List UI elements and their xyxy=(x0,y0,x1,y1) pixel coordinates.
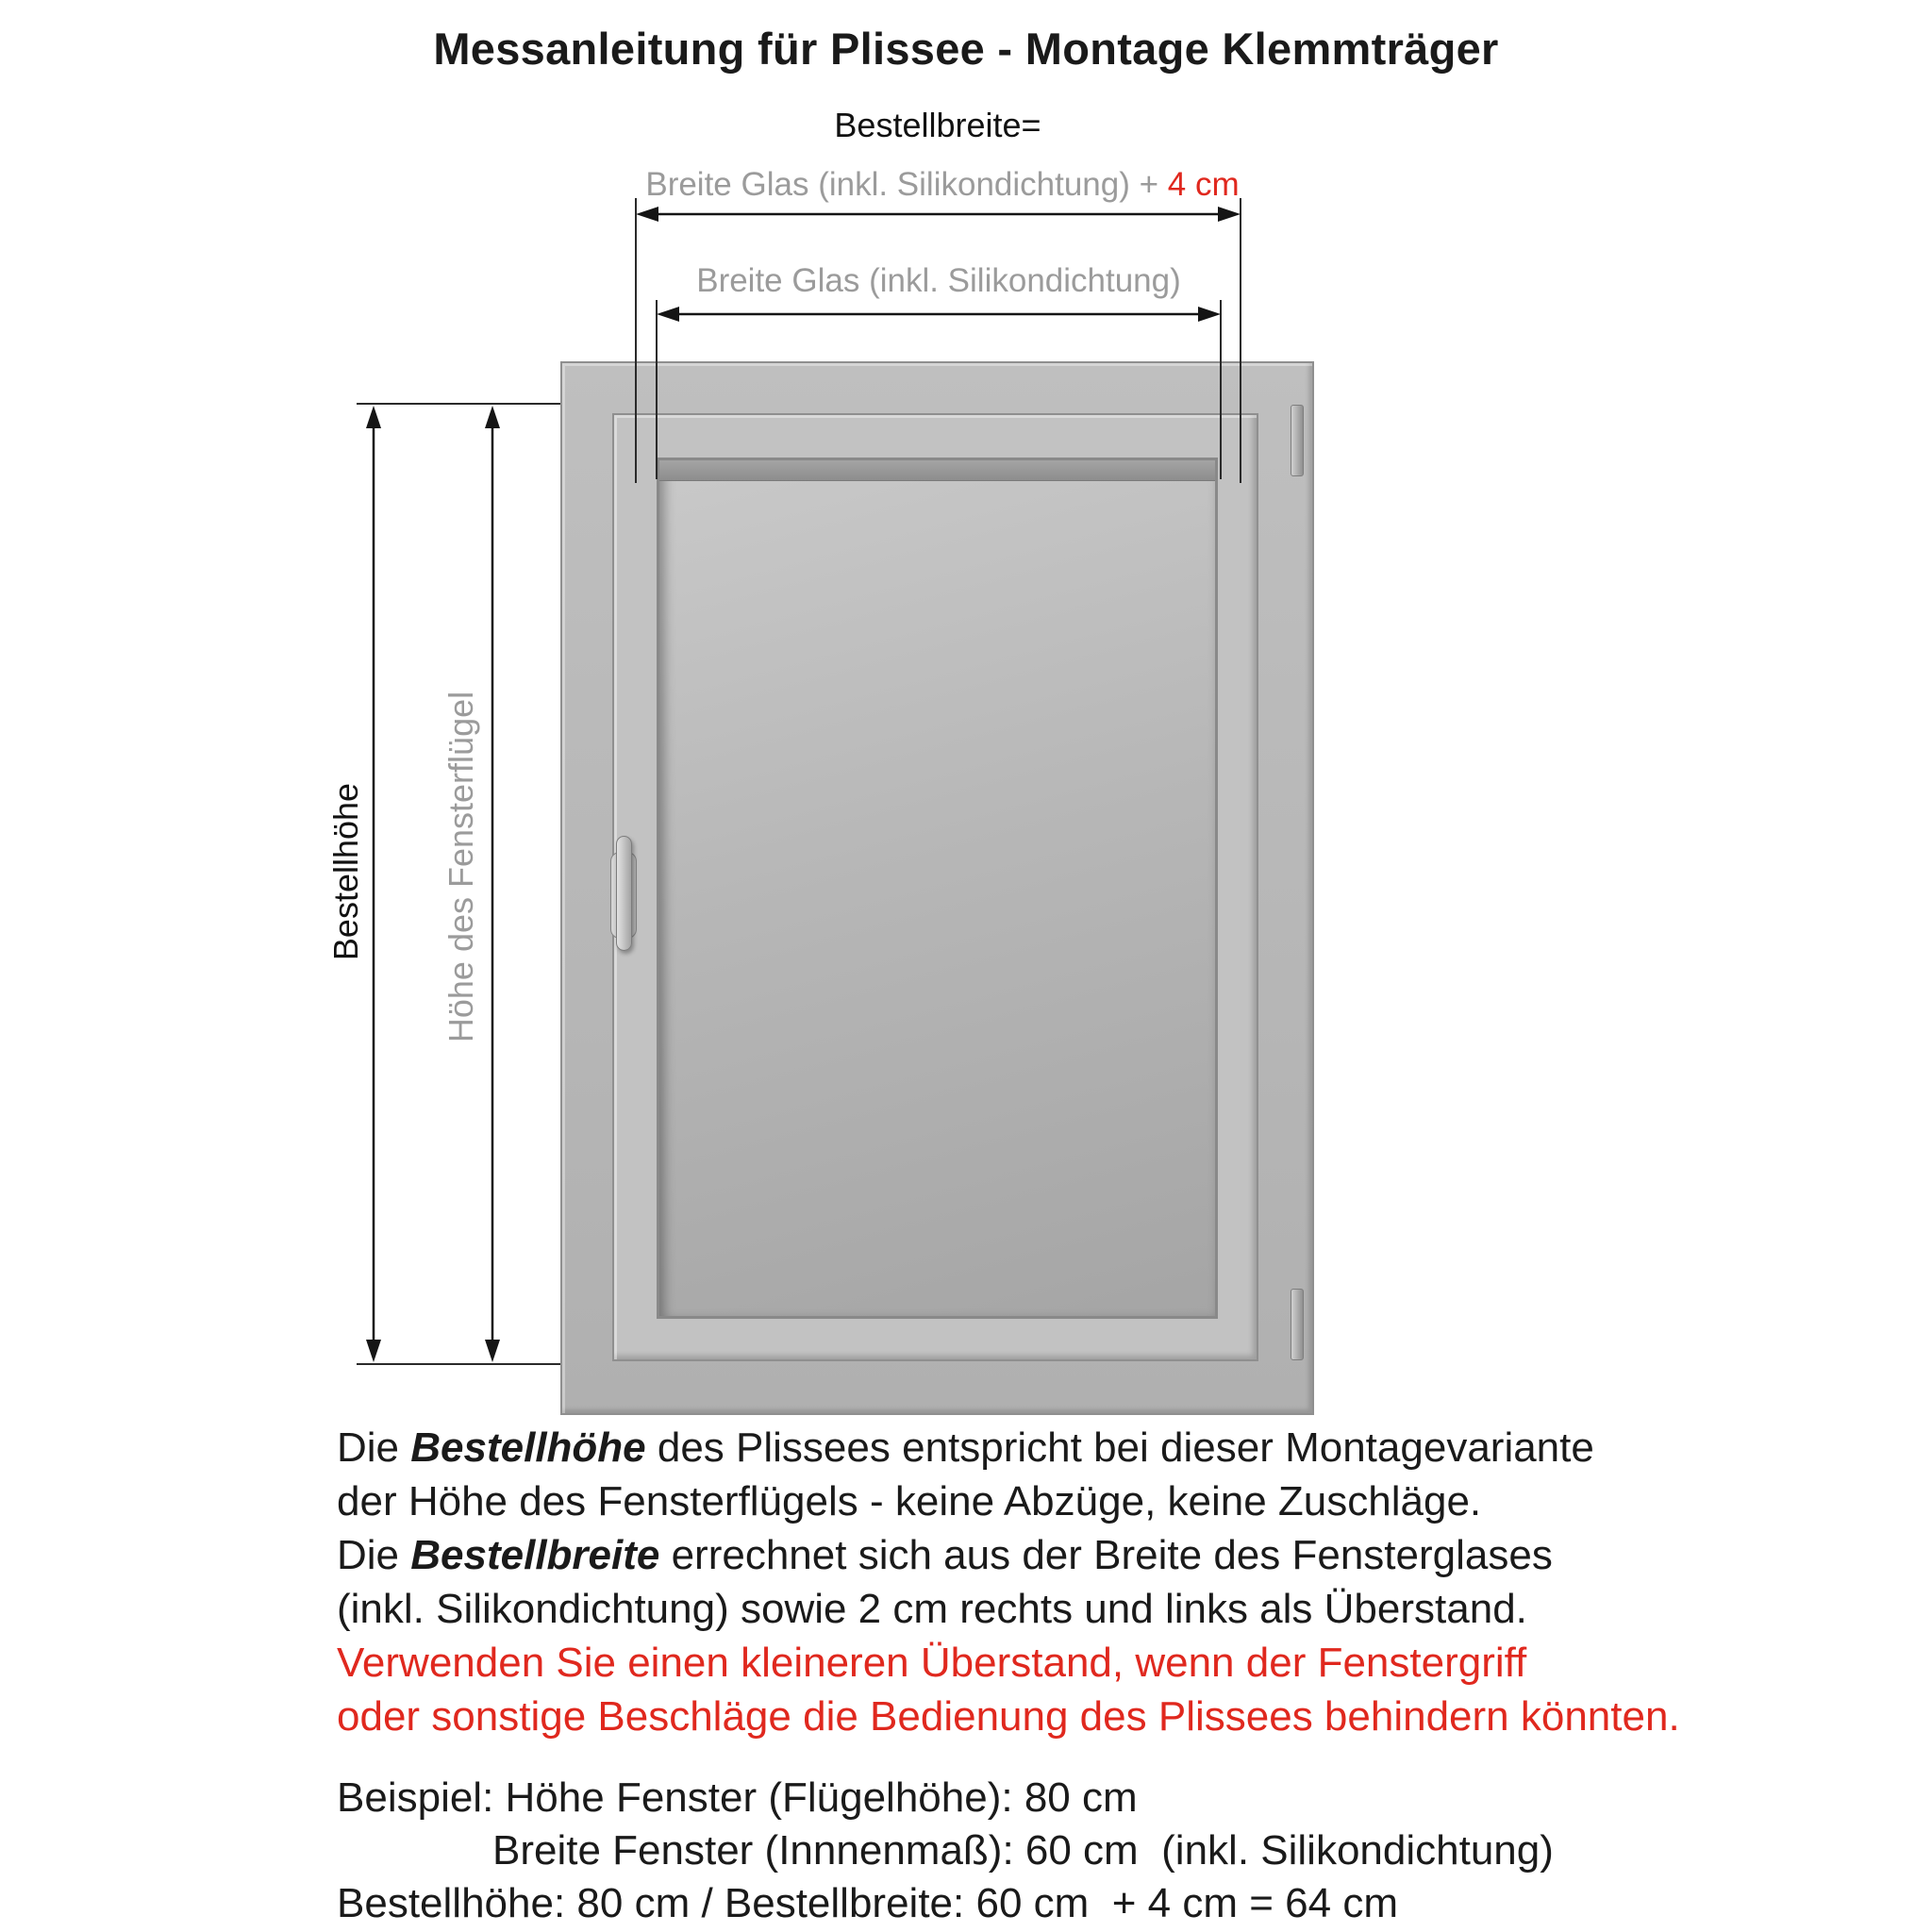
description-text xyxy=(337,1421,1680,1743)
description-run: Die xyxy=(337,1532,411,1578)
description-run-bold: Bestellbreite xyxy=(410,1532,660,1578)
warning-line: Verwenden Sie einen kleineren Überstand, wenn der Fenstergriff xyxy=(337,1640,1527,1686)
order-width-arrow xyxy=(636,207,1241,222)
glass-width-label: Breite Glas (inkl. Silikondichtung) xyxy=(696,262,1181,299)
description-run-bold: Bestellhöhe xyxy=(410,1424,646,1471)
description-run: Die xyxy=(337,1424,411,1471)
order-height-label: Bestellhöhe xyxy=(326,782,365,961)
window-sash xyxy=(612,413,1258,1361)
plissee-top-rail xyxy=(659,460,1215,481)
sash-height-label: Höhe des Fensterflügel xyxy=(441,691,480,1043)
extra-width-value: 4 cm xyxy=(1167,166,1240,203)
description-line: (inkl. Silikondichtung) sowie 2 cm rechts und links als Überstand. xyxy=(337,1586,1527,1632)
window-glass xyxy=(657,458,1218,1319)
outer-width-label-text: Breite Glas (inkl. Silikondichtung) + xyxy=(645,166,1168,203)
glass-width-arrow xyxy=(657,307,1221,322)
example-line: Breite Fenster (Innnenmaß): 60 cm (inkl. Silikondichtung) xyxy=(492,1827,1554,1874)
order-width-label: Bestellbreite= xyxy=(834,106,1041,144)
warning-line: oder sonstige Beschläge die Bedienung des Plissees behindern könnten. xyxy=(337,1693,1680,1740)
order-height-arrow xyxy=(366,406,381,1362)
description-run: errechnet sich aus der Breite des Fensterglases xyxy=(659,1532,1553,1578)
example-line: Beispiel: Höhe Fenster (Flügelhöhe): 80 cm xyxy=(337,1774,1138,1821)
example-text xyxy=(337,1772,1554,1930)
description-run: des Plissees entspricht bei dieser Montagevariante xyxy=(645,1424,1594,1471)
page-title: Messanleitung für Plissee - Montage Klemmträger xyxy=(433,24,1499,74)
description-line xyxy=(337,1421,1680,1474)
window-frame xyxy=(560,361,1314,1415)
window-hinge-top xyxy=(1291,405,1304,476)
window-handle-icon xyxy=(616,836,632,951)
outer-width-label xyxy=(541,166,1343,204)
example-line: Bestellhöhe: 80 cm / Bestellbreite: 60 cm + 4 cm = 64 cm xyxy=(337,1880,1398,1926)
description-line xyxy=(337,1528,1680,1582)
window-hinge-bottom xyxy=(1291,1289,1304,1360)
sash-height-arrow xyxy=(485,406,500,1362)
description-line: der Höhe des Fensterflügels - keine Abzüge, keine Zuschläge. xyxy=(337,1478,1482,1524)
